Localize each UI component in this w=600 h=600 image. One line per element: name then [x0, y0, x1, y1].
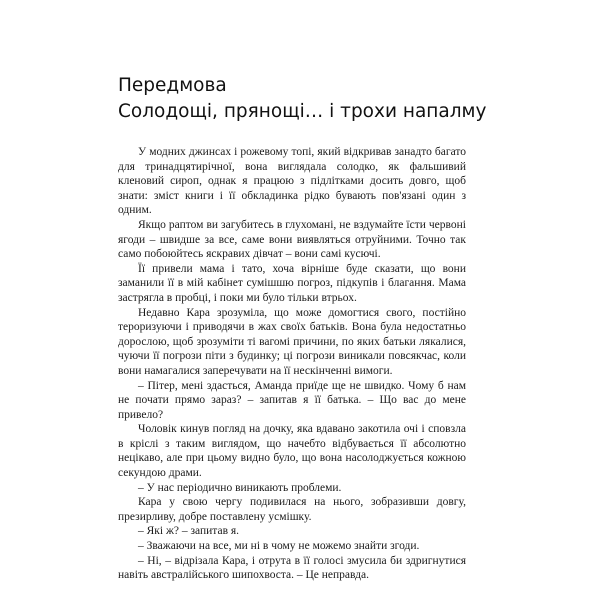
chapter-heading-line-1: Передмова: [118, 75, 227, 96]
paragraph: – У нас періодично виникають проблеми.: [138, 481, 342, 494]
chapter-heading-line-2: Солодощі, прянощі… і трохи напалму: [118, 101, 487, 122]
paragraph: Недавно Кара зрозуміла, що може домогтися свого, постійно тероризуючи і приводячи в жах своїх батьків. Вона була недостатньо дорослою, щоб зрозуміти ті вагомі причини, по яких батьки лякалися, чуючи її погрози піти з будинку; ці погрози виникали повсякчас, коли вони намагалися заперечувати на її нескінченні вимоги.: [118, 306, 466, 377]
paragraph: Якщо раптом ви загубитесь в глухомані, не вздумайте їсти червоні ягоди – швидше за все, саме вони виявляться отруйними. Точно так само побоюйтесь яскравих дівчат – вони самі кусючі.: [118, 218, 466, 261]
paragraph: – Пітер, мені здасться, Аманда приїде ще не швидко. Чому б нам не почати прямо зараз? – запитав я її батька. – Що вас до мене привело?: [118, 379, 466, 421]
body-text: [118, 145, 466, 583]
paragraph: Її привели мама і тато, хоча вірніше буде сказати, що вони заманили її в мій кабінет сумішшю погроз, підкупів і благання. Мама застрягла в пробці, і поки ми було тільки втрьох.: [118, 262, 466, 304]
paragraph: – Які ж? – запитав я.: [138, 525, 240, 538]
paragraph: Чоловік кинув погляд на дочку, яка вдавано закотила очі і сповзла в кріслі з таким виглядом, що начебто відбувається її абсолютно нецікаво, але при цьому видно було, що вона насолоджується кожною секундою драми.: [118, 423, 466, 480]
paragraph: – Ні, – відрізала Кара, і отрута в її голосі змусила би здригнутися навіть австралійського шипохвоста. – Це неправда.: [118, 554, 466, 582]
paragraph: – Зважаючи на все, ми ні в чому не можемо знайти згоди.: [138, 540, 420, 553]
paragraph: Кара у свою чергу подивилася на нього, зобразивши довгу, презирливу, добре поставлену усмішку.: [118, 496, 466, 523]
paragraph: У модних джинсах і рожевому топі, який відкривав занадто багато для тринадцятирічної, вона виглядала солодко, як фальшивий кленовий сироп, однак я працюю з підлітками досить довго, щоб знати: зміст книги і її обкладинка рідко бувають пов'язані один з одним.: [118, 146, 466, 217]
chapter-heading: [118, 73, 518, 125]
